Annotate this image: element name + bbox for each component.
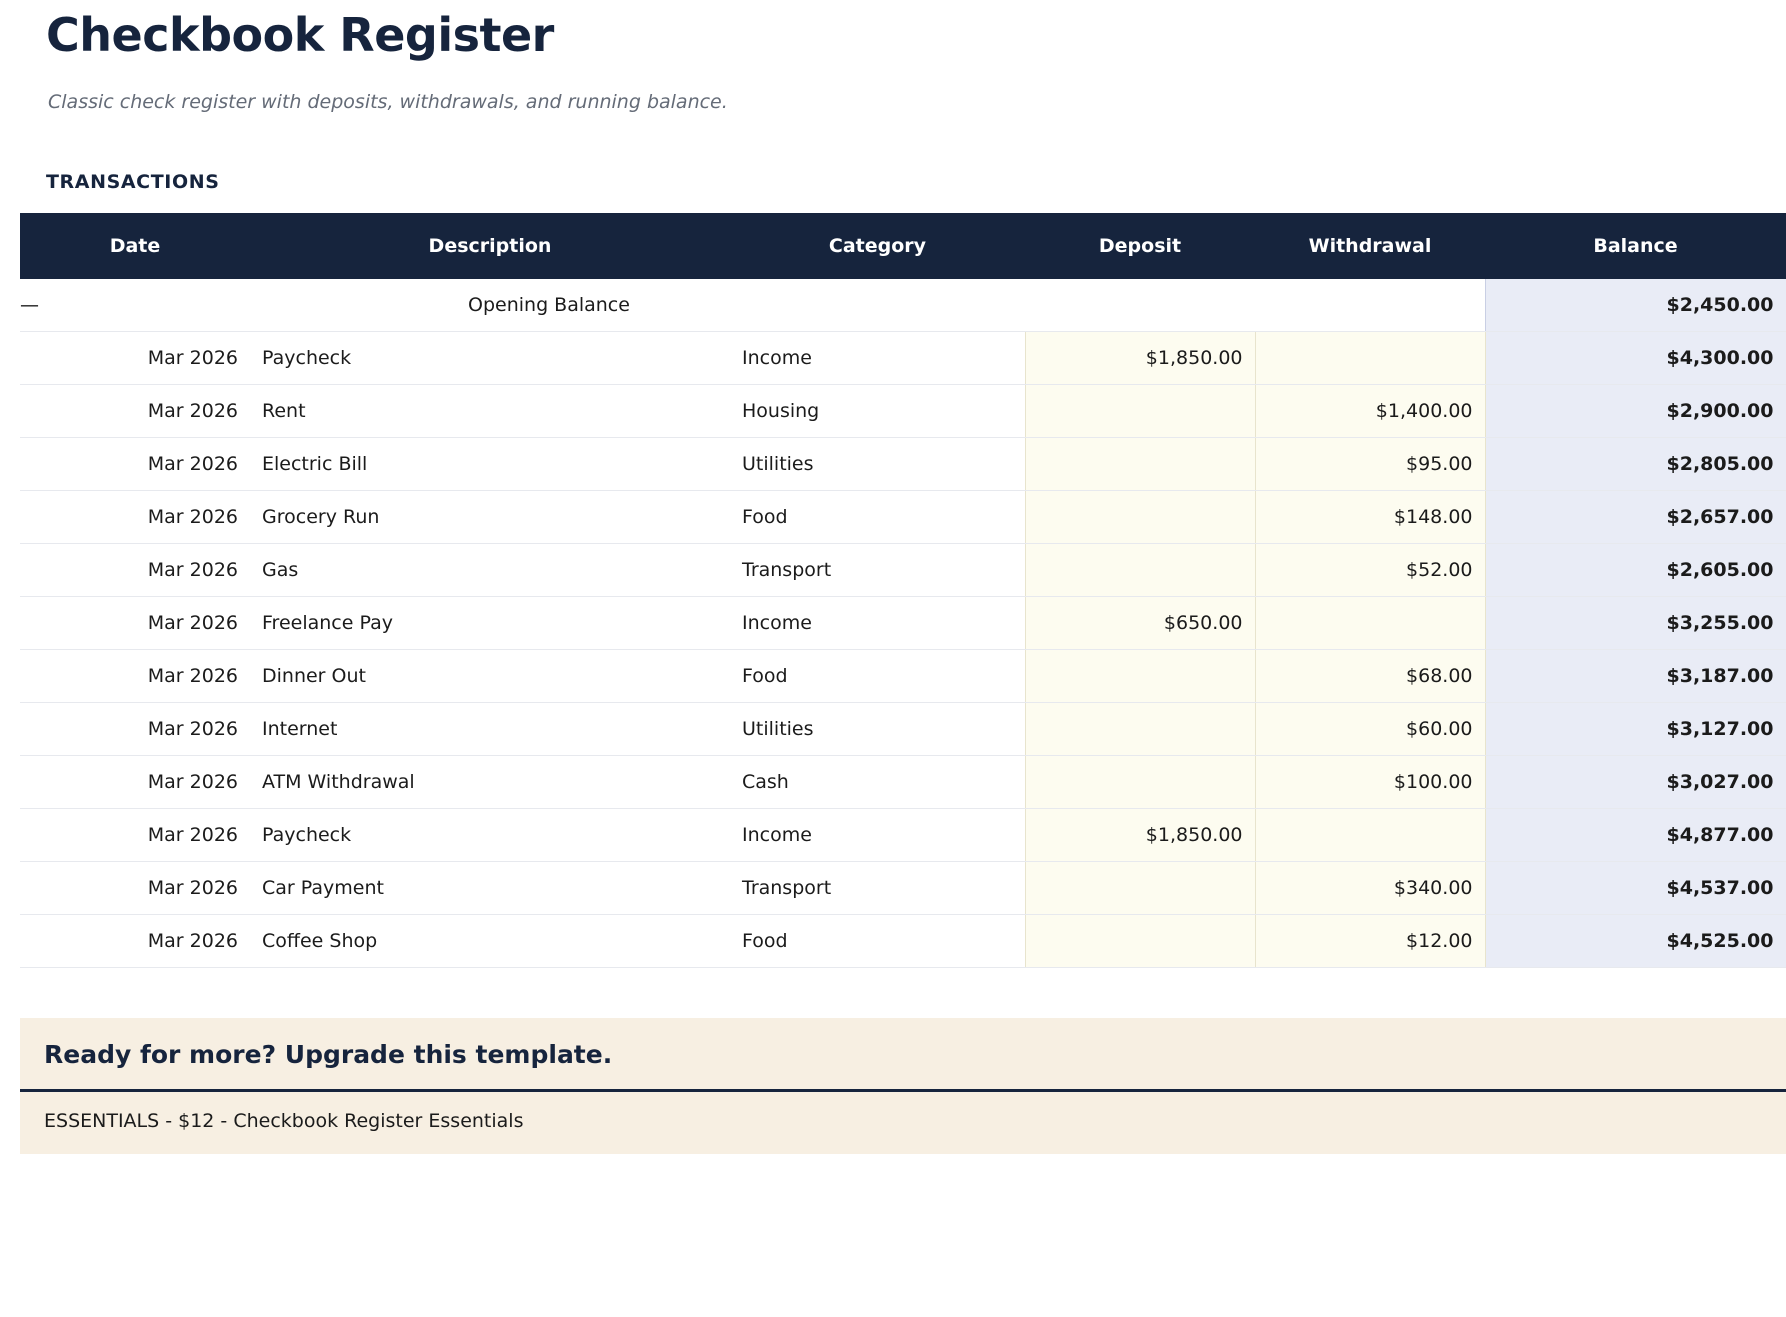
cell-withdrawal: $60.00 — [1255, 703, 1485, 756]
cell-category: Income — [730, 809, 1025, 862]
section-heading-transactions: TRANSACTIONS — [46, 171, 220, 194]
cell-deposit: $1,850.00 — [1025, 809, 1255, 862]
cell-description: Car Payment — [250, 862, 730, 915]
cell-withdrawal: $340.00 — [1255, 862, 1485, 915]
cell-withdrawal: $100.00 — [1255, 756, 1485, 809]
cell-description: Internet — [250, 703, 730, 756]
cell-deposit — [1025, 862, 1255, 915]
column-header-withdrawal: Withdrawal — [1255, 213, 1485, 279]
cell-description: Gas — [250, 544, 730, 597]
table-row — [20, 862, 1786, 915]
page-title: Checkbook Register — [46, 8, 554, 62]
table-row — [20, 385, 1786, 438]
transactions-table — [20, 213, 1786, 968]
table-header-row — [20, 213, 1786, 279]
column-header-date: Date — [20, 213, 250, 279]
cell-withdrawal: $95.00 — [1255, 438, 1485, 491]
cell-deposit — [1025, 491, 1255, 544]
cell-balance: $4,877.00 — [1485, 809, 1786, 862]
cell-withdrawal — [1255, 597, 1485, 650]
cell-deposit — [1025, 544, 1255, 597]
cell-description: Rent — [250, 385, 730, 438]
cell-balance: $2,450.00 — [1485, 279, 1786, 332]
cell-category: Transport — [730, 544, 1025, 597]
cell-balance: $3,255.00 — [1485, 597, 1786, 650]
cell-withdrawal — [1255, 809, 1485, 862]
cell-category: Food — [730, 491, 1025, 544]
table-row — [20, 597, 1786, 650]
cell-description: Electric Bill — [250, 438, 730, 491]
cell-deposit: $1,850.00 — [1025, 332, 1255, 385]
cell-deposit — [1025, 385, 1255, 438]
cell-date: Mar 2026 — [20, 385, 250, 438]
cell-category: Transport — [730, 862, 1025, 915]
cell-deposit — [1025, 279, 1255, 332]
cell-balance: $4,537.00 — [1485, 862, 1786, 915]
cell-category: Food — [730, 650, 1025, 703]
cell-withdrawal: $148.00 — [1255, 491, 1485, 544]
table-row — [20, 915, 1786, 968]
table-row — [20, 809, 1786, 862]
cell-description: Freelance Pay — [250, 597, 730, 650]
table-body — [20, 279, 1786, 968]
cell-balance: $4,300.00 — [1485, 332, 1786, 385]
cell-deposit — [1025, 650, 1255, 703]
cell-balance: $2,900.00 — [1485, 385, 1786, 438]
cell-balance: $2,605.00 — [1485, 544, 1786, 597]
cell-date: Mar 2026 — [20, 650, 250, 703]
table-row — [20, 544, 1786, 597]
page-subtitle: Classic check register with deposits, withdrawals, and running balance. — [48, 91, 728, 114]
upsell-banner — [20, 1018, 1786, 1154]
cell-category: Housing — [730, 385, 1025, 438]
upsell-heading: Ready for more? Upgrade this template. — [20, 1018, 1786, 1092]
table-row — [20, 491, 1786, 544]
cell-description: Paycheck — [250, 809, 730, 862]
cell-category: Utilities — [730, 438, 1025, 491]
cell-date: Mar 2026 — [20, 332, 250, 385]
table-header — [20, 213, 1786, 279]
column-header-category: Category — [730, 213, 1025, 279]
cell-date: Mar 2026 — [20, 491, 250, 544]
cell-withdrawal: $12.00 — [1255, 915, 1485, 968]
table-row — [20, 756, 1786, 809]
cell-withdrawal: $52.00 — [1255, 544, 1485, 597]
table-row — [20, 438, 1786, 491]
cell-withdrawal: $68.00 — [1255, 650, 1485, 703]
table-row — [20, 650, 1786, 703]
cell-withdrawal — [1255, 332, 1485, 385]
upsell-offer[interactable]: ESSENTIALS - $12 - Checkbook Register Essentials — [44, 1110, 524, 1133]
cell-deposit — [1025, 756, 1255, 809]
cell-date: Mar 2026 — [20, 438, 250, 491]
cell-balance: $3,027.00 — [1485, 756, 1786, 809]
column-header-deposit: Deposit — [1025, 213, 1255, 279]
cell-deposit — [1025, 915, 1255, 968]
cell-description: ATM Withdrawal — [250, 756, 730, 809]
cell-category: Food — [730, 915, 1025, 968]
cell-deposit: $650.00 — [1025, 597, 1255, 650]
cell-date: Mar 2026 — [20, 915, 250, 968]
table-row — [20, 332, 1786, 385]
cell-category — [730, 279, 1025, 332]
cell-withdrawal — [1255, 279, 1485, 332]
cell-category: Utilities — [730, 703, 1025, 756]
cell-withdrawal: $1,400.00 — [1255, 385, 1485, 438]
cell-deposit — [1025, 703, 1255, 756]
cell-balance: $2,805.00 — [1485, 438, 1786, 491]
cell-balance: $2,657.00 — [1485, 491, 1786, 544]
column-header-description: Description — [250, 213, 730, 279]
cell-category: Cash — [730, 756, 1025, 809]
cell-date: Mar 2026 — [20, 862, 250, 915]
cell-category: Income — [730, 332, 1025, 385]
cell-date: Mar 2026 — [20, 597, 250, 650]
cell-category: Income — [730, 597, 1025, 650]
cell-balance: $3,187.00 — [1485, 650, 1786, 703]
cell-description: Dinner Out — [250, 650, 730, 703]
cell-description: Paycheck — [250, 332, 730, 385]
table-row-opening-balance — [20, 279, 1786, 332]
cell-description: Coffee Shop — [250, 915, 730, 968]
cell-date: Mar 2026 — [20, 809, 250, 862]
cell-description: Opening Balance — [250, 279, 730, 332]
cell-date: Mar 2026 — [20, 703, 250, 756]
cell-deposit — [1025, 438, 1255, 491]
cell-description: Grocery Run — [250, 491, 730, 544]
document-page — [0, 8, 1786, 1154]
cell-date: Mar 2026 — [20, 756, 250, 809]
column-header-balance: Balance — [1485, 213, 1786, 279]
table-row — [20, 703, 1786, 756]
cell-date: Mar 2026 — [20, 544, 250, 597]
cell-balance: $3,127.00 — [1485, 703, 1786, 756]
cell-date: — — [20, 279, 250, 332]
cell-balance: $4,525.00 — [1485, 915, 1786, 968]
